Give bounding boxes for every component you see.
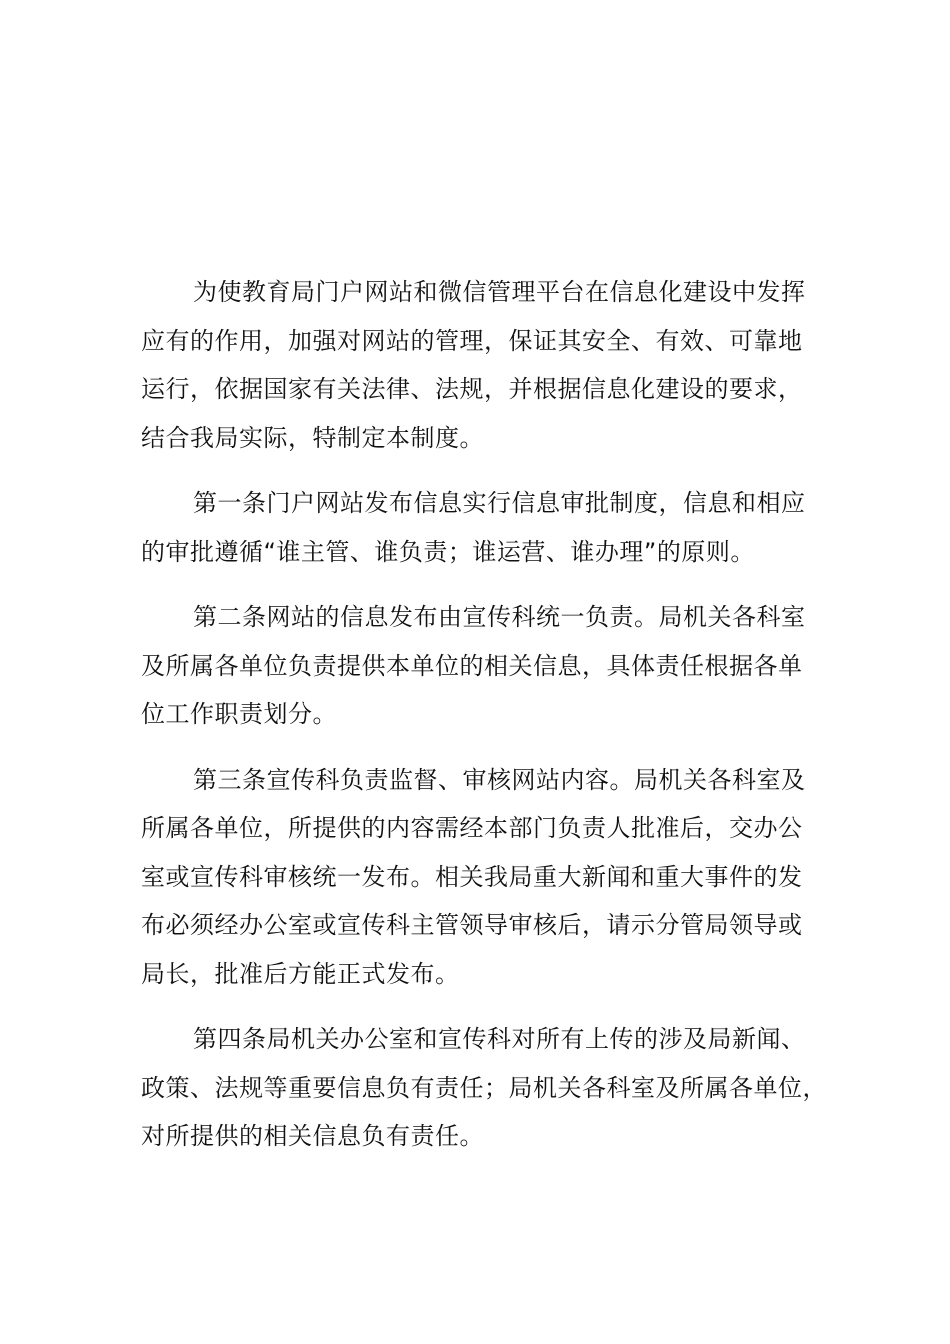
paragraph-article-4 xyxy=(141,1015,833,1161)
paragraph-article-3 xyxy=(141,756,833,999)
text-line: 位工作职责划分。 xyxy=(141,700,337,728)
text-line: 布必须经办公室或宣传科主管领导审核后，请示分管局领导或 xyxy=(141,911,803,939)
text-line: 对所提供的相关信息负有责任。 xyxy=(141,1122,484,1150)
text-line: 运行，依据国家有关法律、法规，并根据信息化建设的要求， xyxy=(141,375,803,403)
text-line: 第三条宣传科负责监督、审核网站内容。局机关各科室及 xyxy=(193,765,806,794)
paragraph-article-1 xyxy=(141,479,833,576)
text-line: 第二条网站的信息发布由宣传科统一负责。局机关各科室 xyxy=(193,603,806,631)
text-line: 第一条门户网站发布信息实行信息审批制度，信息和相应 xyxy=(193,489,806,517)
paragraph-article-2 xyxy=(141,593,833,739)
text-line: 及所属各单位负责提供本单位的相关信息，具体责任根据各单 xyxy=(141,651,803,680)
document-body xyxy=(141,268,833,1178)
text-line: 局长，批准后方能正式发布。 xyxy=(141,959,460,988)
text-line: 室或宣传科审核统一发布。相关我局重大新闻和重大事件的发 xyxy=(141,862,803,891)
text-line: 所属各单位，所提供的内容需经本部门负责人批准后，交办公 xyxy=(141,814,803,842)
text-line: 第四条局机关办公室和宣传科对所有上传的涉及局新闻、 xyxy=(193,1025,806,1053)
text-line: 政策、法规等重要信息负有责任；局机关各科室及所属各单位， xyxy=(141,1073,827,1102)
text-line: 为使教育局门户网站和微信管理平台在信息化建设中发挥 xyxy=(193,278,806,306)
text-line: 的审批遵循“谁主管、谁负责；谁运营、谁办理”的原则。 xyxy=(141,537,755,566)
text-line: 结合我局实际，特制定本制度。 xyxy=(141,423,484,452)
paragraph-preamble xyxy=(141,268,833,462)
text-line: 应有的作用，加强对网站的管理，保证其安全、有效、可靠地 xyxy=(141,326,803,355)
